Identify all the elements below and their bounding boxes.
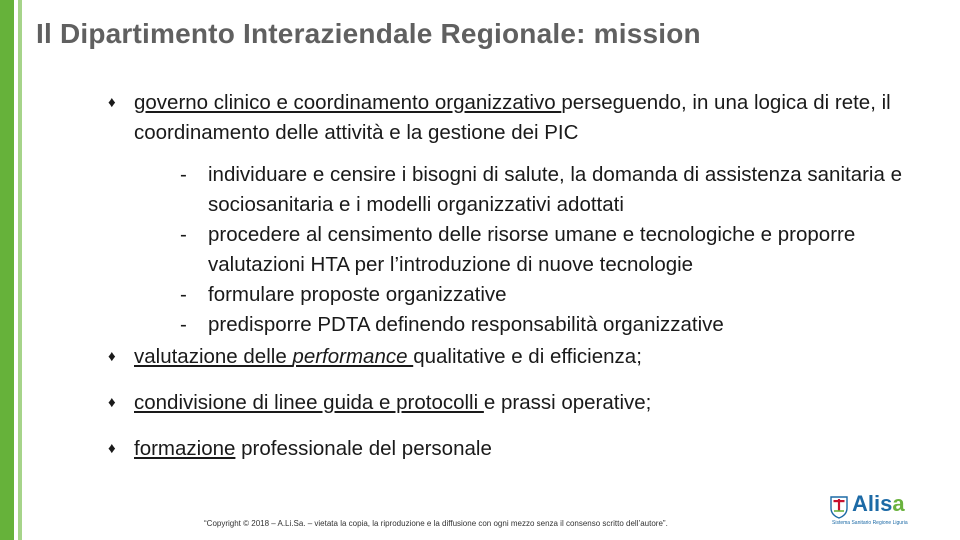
bullet-text: qualitative e di efficienza; [413,345,642,368]
dash-bullet-icon: - [180,163,187,186]
sub-item [180,310,918,340]
logo-tagline: Sistema Sanitario Regione Liguria [832,520,908,526]
bullet-heading: valutazione delle [134,345,293,368]
dash-bullet-icon: - [180,223,187,246]
diamond-bullet-icon: ♦ [108,440,116,457]
diamond-bullet-icon: ♦ [108,348,116,365]
bullet-heading: condivisione di linee guida e protocolli [134,391,484,414]
page-title: Il Dipartimento Interaziendale Regionale: mission [36,18,701,49]
bullet-heading: governo clinico e coordinamento organizzativo [134,91,562,114]
bullet-item-formazione [108,434,918,464]
sub-item-text: formulare proposte organizzative [208,283,507,306]
dash-bullet-icon: - [180,283,187,306]
sub-item [180,220,918,280]
bullet-text: perseguendo, in una logica di rete, il coordinamento delle attività e la gestione dei PIC [134,91,891,144]
sub-item [180,280,918,310]
bullet-item-valutazione [108,342,918,372]
bullet-heading-italic: performance [292,345,414,368]
left-accent-bar-thin [18,0,22,540]
bullet-text: professionale del personale [235,437,492,460]
left-accent-bar [0,0,14,540]
logo-wordmark: Alisa [852,491,905,516]
sub-item-text: individuare e censire i bisogni di salute, la domanda di assistenza sanitaria e sociosanitaria e i modelli organizzativi adottati [208,163,902,216]
sub-item-text: predisporre PDTA definendo responsabilità organizzative [208,313,724,336]
sub-item-text: procedere al censimento delle risorse umane e tecnologiche e proporre valutazioni HTA per l’introduzione di nuove tecnologie [208,223,856,276]
bullet-text: e prassi operative; [483,391,652,414]
mission-list [108,88,918,464]
dash-bullet-icon: - [180,313,187,336]
sub-list [108,160,918,340]
bullet-item-governo-clinico [108,88,918,148]
copyright-footer: “Copyright © 2018 – A.Li.Sa. – vietata la copia, la riproduzione e la diffusione con ogni mezzo senza il consenso scritto dell’autore”. [204,519,668,528]
diamond-bullet-icon: ♦ [108,94,116,111]
bullet-item-linee-guida [108,388,918,418]
alisa-logo [830,493,930,529]
sub-item [180,160,918,220]
bullet-heading: formazione [134,437,236,460]
diamond-bullet-icon: ♦ [108,394,116,411]
liguria-shield-icon [830,495,848,519]
